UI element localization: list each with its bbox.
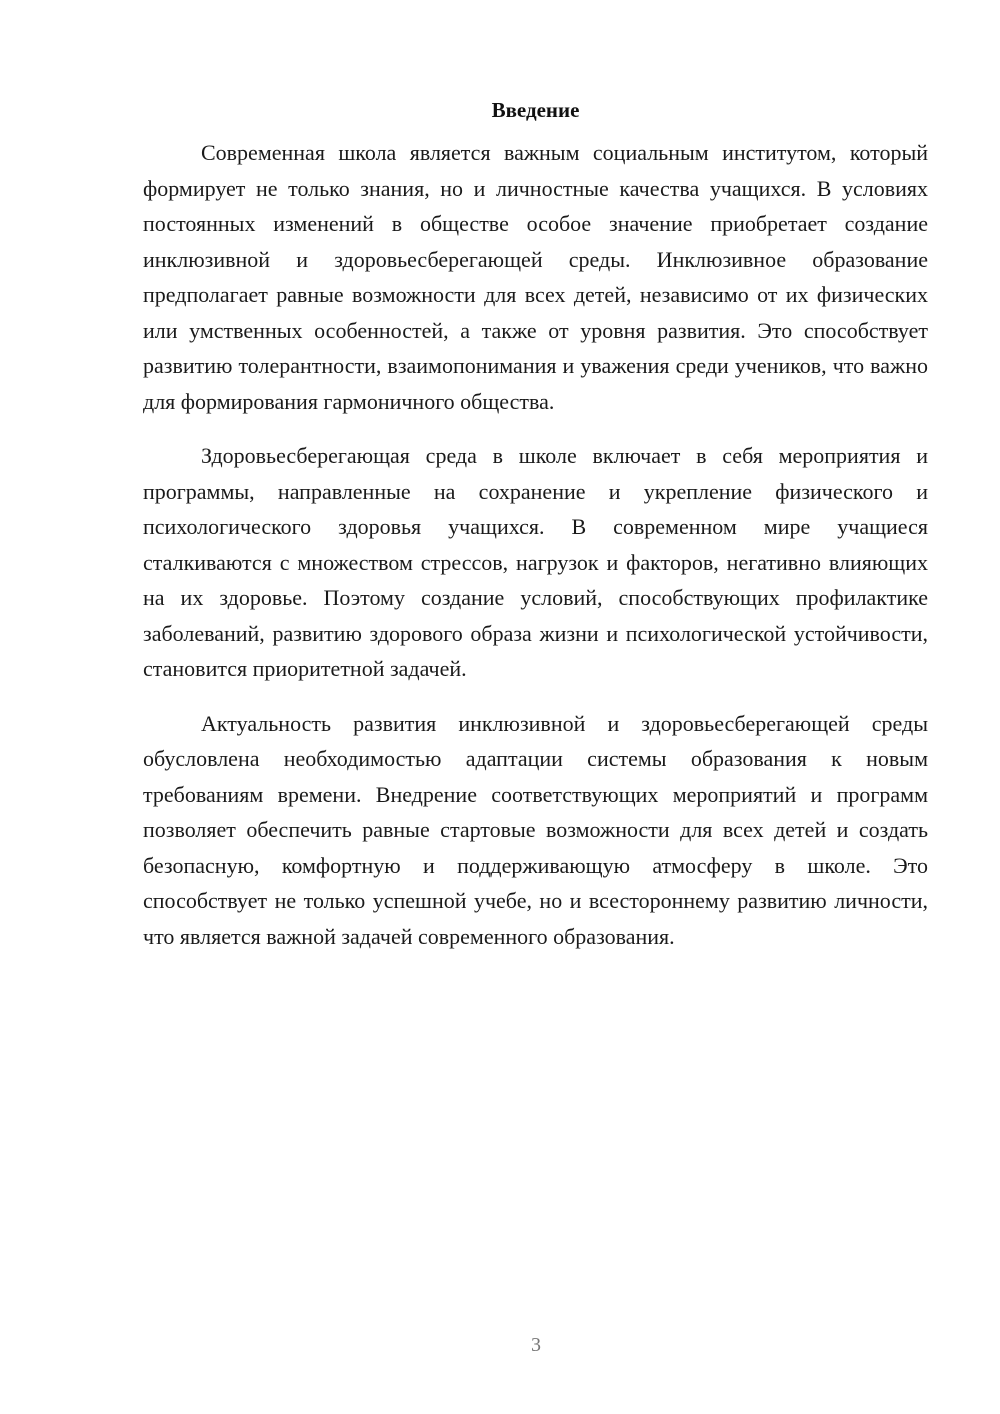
page-number: 3 bbox=[531, 1334, 541, 1356]
section-heading: Введение bbox=[491, 98, 580, 122]
page-content bbox=[143, 95, 928, 973]
paragraph-1: Современная школа является важным социальным институтом, который формирует не только знания, но и личностные качества учащихся. В условиях постоянных изменений в обществе особое значение приобретает создание инклюзивной и здоровьесберегающей среды. Инклюзивное образование предполагает равные возможности для всех детей, независимо от их физических или умственных особенностей, а также от уровня развития. Это способствует развитию толерантности, взаимопонимания и уважения среди учеников, что важно для формирования гармоничного общества. bbox=[143, 140, 928, 414]
paragraph-3: Актуальность развития инклюзивной и здоровьесберегающей среды обусловлена необходимостью адаптации системы образования к новым требованиям времени. Внедрение соответствующих мероприятий и программ позволяет обеспечить равные стартовые возможности для всех детей и создать безопасную, комфортную и поддерживающую атмосферу в школе. Это способствует не только успешной учебе, но и всестороннему развитию личности, что является важной задачей современного образования. bbox=[143, 710, 928, 949]
paragraph-2: Здоровьесберегающая среда в школе включает в себя мероприятия и программы, направленные на сохранение и укрепление физического и психологического здоровья учащихся. В современном мире учащиеся сталкиваются с множеством стрессов, нагрузок и факторов, негативно влияющих на их здоровье. Поэтому создание условий, способствующих профилактике заболеваний, развитию здорового образа жизни и психологической устойчивости, становится приоритетной задачей. bbox=[143, 443, 928, 681]
